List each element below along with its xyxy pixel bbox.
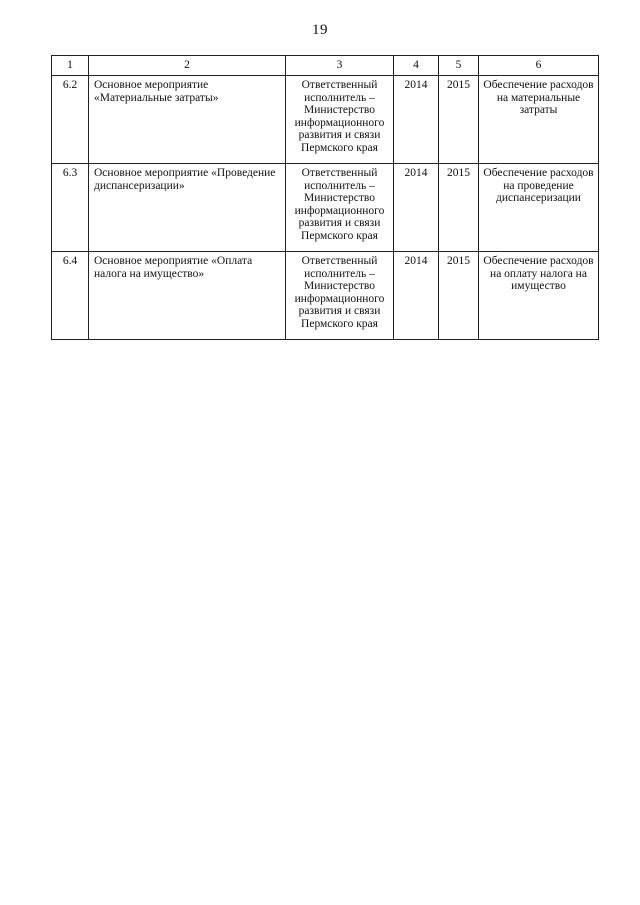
table-row bbox=[52, 252, 599, 340]
row-number: 6.4 bbox=[52, 252, 89, 340]
activity-name: Основное мероприятие «Материальные затраты» bbox=[89, 76, 286, 164]
start-year: 2014 bbox=[394, 252, 439, 340]
column-header-5: 5 bbox=[439, 56, 479, 76]
expected-result: Обеспечение расходов на проведение диспансеризации bbox=[479, 164, 599, 252]
activity-name: Основное мероприятие «Оплата налога на имущество» bbox=[89, 252, 286, 340]
row-number: 6.3 bbox=[52, 164, 89, 252]
table-row bbox=[52, 76, 599, 164]
column-header-2: 2 bbox=[89, 56, 286, 76]
end-year: 2015 bbox=[439, 164, 479, 252]
end-year: 2015 bbox=[439, 252, 479, 340]
end-year: 2015 bbox=[439, 76, 479, 164]
responsible-executor: Ответственный исполнитель – Министерство информационного развития и связи Пермского края bbox=[286, 76, 394, 164]
column-header-6: 6 bbox=[479, 56, 599, 76]
table-header-row bbox=[52, 56, 599, 76]
column-header-1: 1 bbox=[52, 56, 89, 76]
column-header-4: 4 bbox=[394, 56, 439, 76]
page-number: 19 bbox=[312, 22, 328, 38]
expected-result: Обеспечение расходов на оплату налога на имущество bbox=[479, 252, 599, 340]
program-activities-table bbox=[51, 55, 599, 340]
start-year: 2014 bbox=[394, 76, 439, 164]
column-header-3: 3 bbox=[286, 56, 394, 76]
start-year: 2014 bbox=[394, 164, 439, 252]
responsible-executor: Ответственный исполнитель – Министерство информационного развития и связи Пермского края bbox=[286, 164, 394, 252]
table-row bbox=[52, 164, 599, 252]
row-number: 6.2 bbox=[52, 76, 89, 164]
responsible-executor: Ответственный исполнитель – Министерство информационного развития и связи Пермского края bbox=[286, 252, 394, 340]
expected-result: Обеспечение расходов на материальные затраты bbox=[479, 76, 599, 164]
activity-name: Основное мероприятие «Проведение диспансеризации» bbox=[89, 164, 286, 252]
